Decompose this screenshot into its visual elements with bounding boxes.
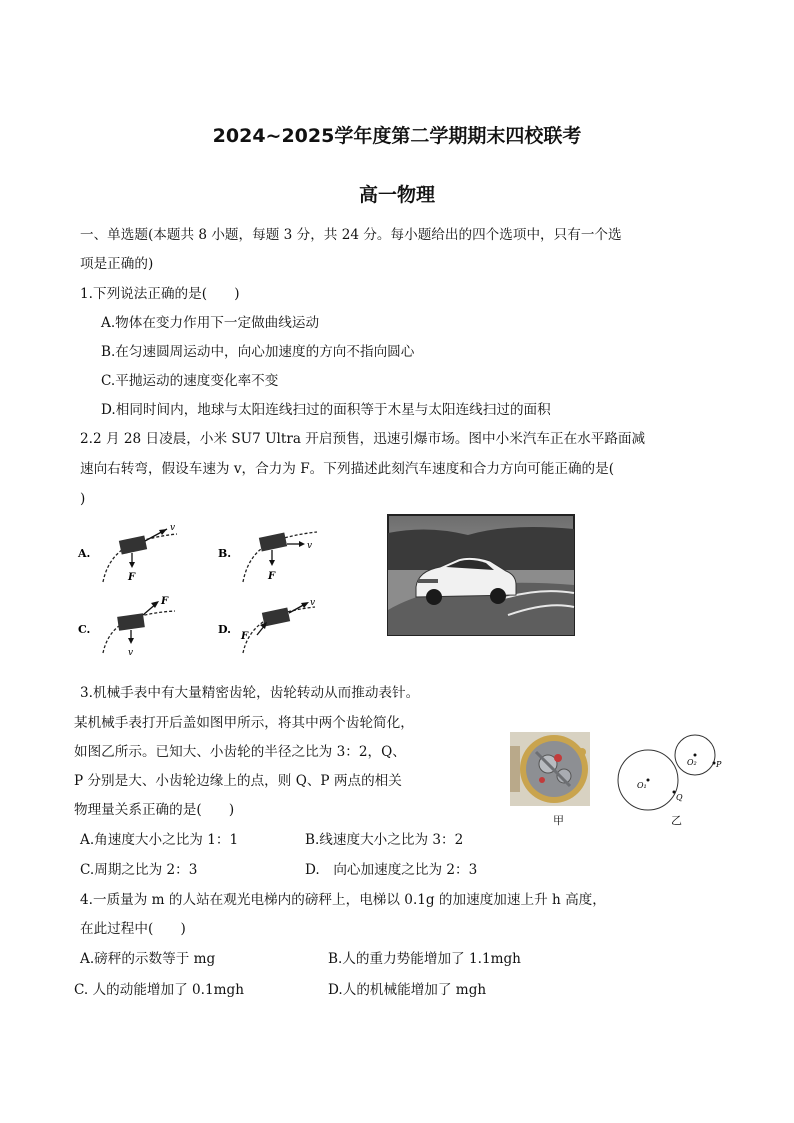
svg-text:v: v [170, 523, 176, 533]
q4-stem-line2: 在此过程中( ) [80, 921, 186, 937]
subject-title: 高一物理 [358, 184, 435, 206]
q3-option-a: A.角速度大小之比为 1：1 [80, 832, 239, 848]
svg-text:F: F [161, 596, 169, 607]
q1-option-c: C.平抛运动的速度变化率不变 [101, 373, 279, 389]
q4-option-a: A.磅秤的示数等于 mg [80, 951, 216, 967]
svg-text:F: F [241, 631, 249, 642]
q2-diagram-a [75, 520, 185, 590]
q3-stem-line2: 某机械手表打开后盖如图甲所示，将其中两个齿轮简化， [74, 715, 414, 731]
q3-option-d: D. 向心加速度之比为 2：3 [305, 862, 478, 878]
q2-stem-line3: ) [80, 491, 86, 507]
svg-text:v: v [310, 598, 316, 608]
q3-option-c: C.周期之比为 2：3 [80, 862, 198, 878]
car-block-icon [117, 613, 145, 630]
svg-text:F: F [128, 572, 136, 583]
q2-diagram-c [75, 595, 185, 660]
car-block-icon [259, 532, 287, 551]
q2-stem-line2: 速向右转弯，假设车速为 v，合力为 F。下列描述此刻汽车速度和合力方向可能正确的是( [80, 461, 615, 477]
q4-option-b: B.人的重力势能增加了 1.1mgh [328, 951, 521, 967]
svg-text:P: P [716, 760, 722, 769]
svg-text:O₂: O₂ [687, 758, 697, 767]
q3-stem-line5: 物理量关系正确的是( ) [74, 802, 235, 818]
q3-stem-line4: P 分别是大、小齿轮边缘上的点，则 Q、P 两点的相关 [74, 773, 402, 789]
section-heading: 一、单选题(本题共 8 小题，每题 3 分，共 24 分。每小题给出的四个选项中，只有一个选 [80, 227, 622, 243]
section-heading-cont: 项是正确的) [80, 256, 154, 272]
svg-text:v: v [128, 648, 134, 658]
q4-option-c: C. 人的动能增加了 0.1mgh [74, 982, 245, 998]
fig-yi-label: 乙 [671, 814, 682, 827]
q2-diagram-b [215, 520, 325, 590]
q3-stem-line3: 如图乙所示。已知大、小齿轮的半径之比为 3：2，Q、 [74, 744, 406, 760]
diagram-d-label: D. [218, 623, 231, 636]
q1-stem: 1.下列说法正确的是( ) [80, 286, 240, 302]
q4-stem-line1: 4.一质量为 m 的人站在观光电梯内的磅秤上，电梯以 0.1g 的加速度加速上升 h 高度， [80, 892, 606, 908]
gears-diagram [612, 730, 722, 810]
exam-title: 2024~2025学年度第二学期期末四校联考 [212, 125, 582, 147]
svg-text:Q: Q [676, 793, 683, 802]
q1-option-a: A.物体在变力作用下一定做曲线运动 [101, 315, 320, 331]
svg-text:v: v [307, 541, 313, 551]
diagram-b-label: B. [218, 547, 232, 560]
svg-text:F: F [268, 571, 276, 582]
fig-jia-label: 甲 [553, 814, 564, 827]
car-photo [388, 515, 574, 635]
diagram-a-label: A. [78, 547, 91, 560]
q1-option-d: D.相同时间内，地球与太阳连线扫过的面积等于木星与太阳连线扫过的面积 [101, 402, 551, 418]
q2-diagram-d [215, 595, 325, 660]
car-block-icon [119, 535, 147, 554]
watch-photo [510, 732, 590, 806]
diagram-c-label: C. [78, 623, 91, 636]
q3-option-b: B.线速度大小之比为 3：2 [305, 832, 464, 848]
q3-stem-line1: 3.机械手表中有大量精密齿轮，齿轮转动从而推动表针。 [80, 685, 420, 701]
q2-stem-line1: 2.2 月 28 日凌晨，小米 SU7 Ultra 开启预售，迅速引爆市场。图中小米汽车正在水平路面减 [80, 431, 646, 447]
q1-option-b: B.在匀速圆周运动中，向心加速度的方向不指向圆心 [101, 344, 415, 360]
svg-text:O₁: O₁ [637, 781, 647, 790]
q4-option-d: D.人的机械能增加了 mgh [328, 982, 487, 998]
